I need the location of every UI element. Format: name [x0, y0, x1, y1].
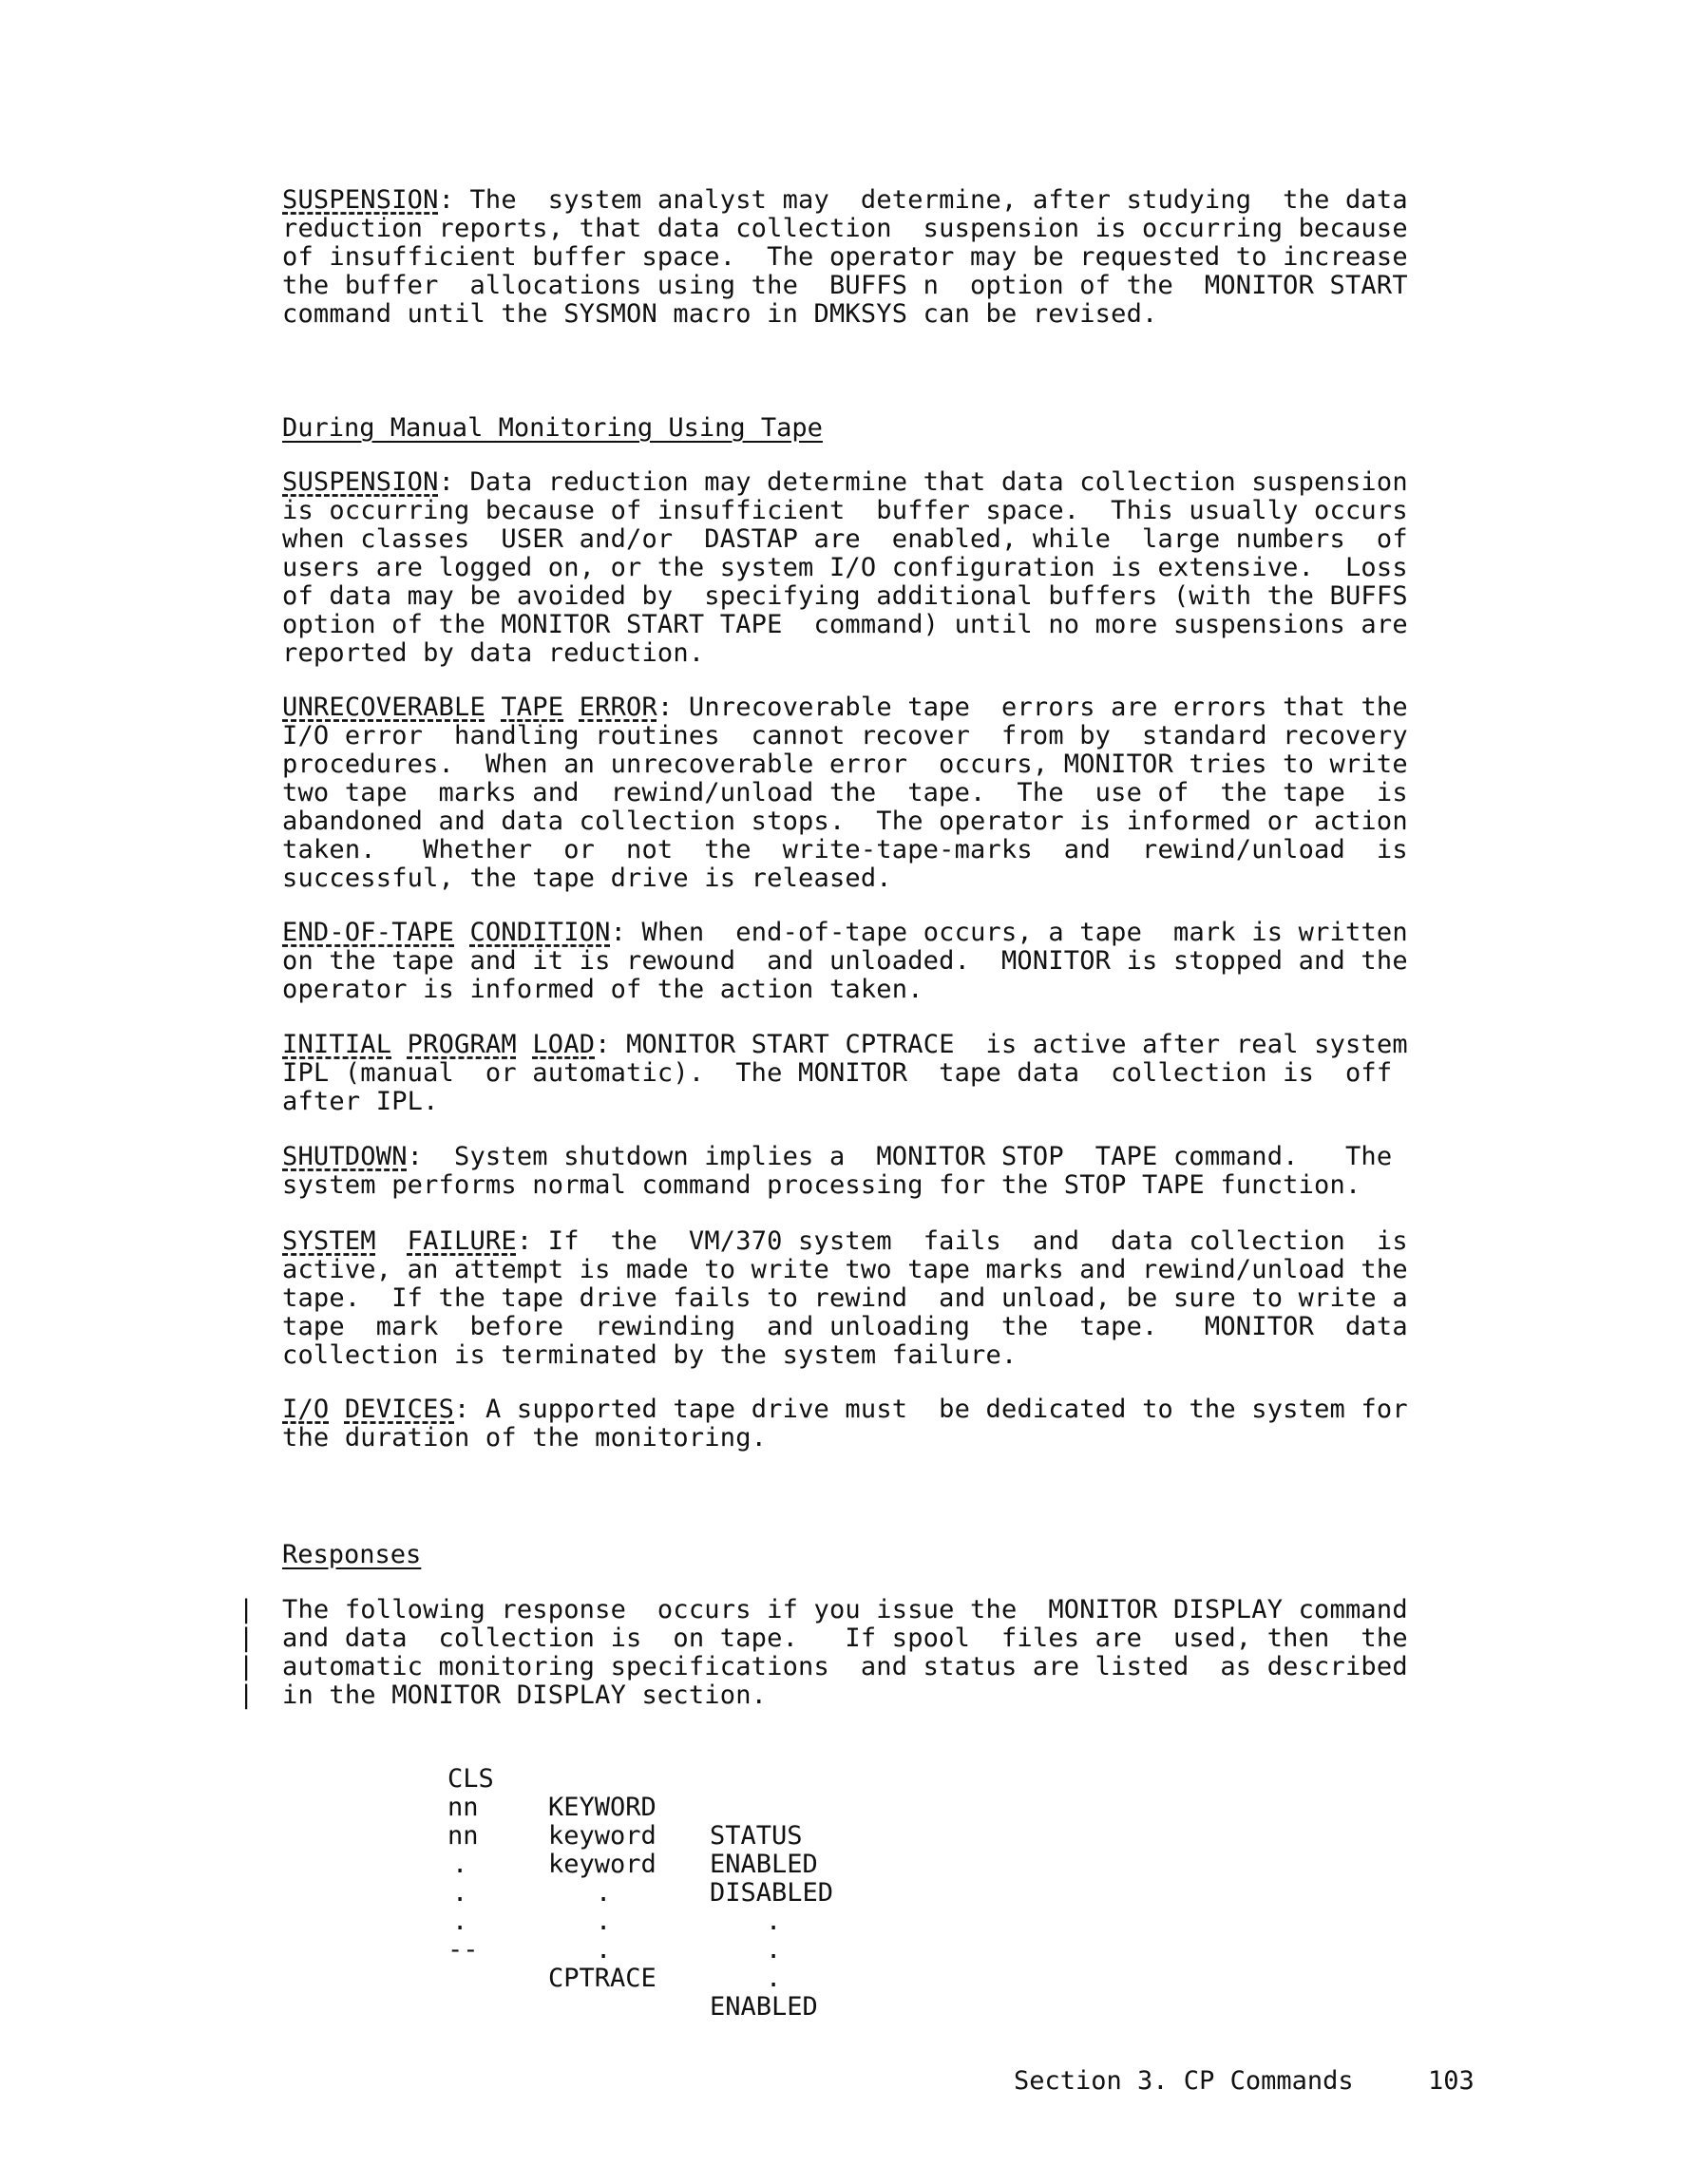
text-line: : The system analyst may determine, after studying the data — [438, 185, 1408, 215]
text-line: of data may be avoided by specifying additional buffers (with the BUFFS — [282, 581, 1408, 611]
text-line: option of the MONITOR START TAPE command) until no more suspensions are — [282, 610, 1408, 639]
text-line: on the tape and it is rewound and unloaded. MONITOR is stopped and the — [282, 946, 1408, 976]
heading-text: During Manual Monitoring Using Tape — [282, 413, 823, 443]
text-line: : Data reduction may determine that data collection suspension — [438, 467, 1408, 497]
text-line: in the MONITOR DISPLAY section. — [282, 1681, 768, 1710]
text-line: the duration of the monitoring. — [282, 1423, 768, 1453]
text-line: : System shutdown implies a MONITOR STOP TAPE command. The — [407, 1142, 1393, 1171]
unrecoverable-tape-error-paragraph — [282, 693, 1517, 893]
text-line: when classes USER and/or DASTAP are enabled, while large numbers of — [282, 524, 1408, 554]
text-line: command until the SYSMON macro in DMKSYS can be revised. — [282, 299, 1158, 329]
text-line: is occurring because of insufficient buffer space. This usually occurs — [282, 496, 1408, 525]
table-header-cell: KEYWORD — [548, 1793, 657, 1822]
text-line: automatic monitoring specifications and status are listed as described — [282, 1652, 1408, 1681]
table-cell: nn — [447, 1793, 479, 1822]
ellipsis-dot: . — [766, 1935, 782, 1965]
text-line: I/O error handling routines cannot recover from by standard recovery — [282, 721, 1408, 750]
table-cell: keyword — [548, 1850, 657, 1879]
term-label: I/O — [282, 1395, 330, 1424]
responses-paragraph — [282, 1596, 1517, 1710]
term-label: SYSTEM — [282, 1226, 376, 1256]
table-cell: keyword — [548, 1821, 657, 1851]
text-line: reduction reports, that data collection suspension is occurring because — [282, 214, 1408, 243]
text-line: system performs normal command processing for the STOP TAPE function. — [282, 1170, 1361, 1200]
table-row — [447, 1908, 818, 2022]
text-line: : MONITOR START CPTRACE is active after real system — [595, 1030, 1408, 1059]
text-line: and data collection is on tape. If spool files are used, then the — [282, 1624, 1408, 1653]
shutdown-paragraph — [282, 1143, 1517, 1200]
text-line: two tape marks and rewind/unload the tape. The use of the tape is — [282, 778, 1408, 807]
table-cell: ENABLED — [710, 1850, 818, 1879]
section-heading-responses — [282, 1541, 1517, 1569]
heading-text: Responses — [282, 1540, 422, 1569]
table-cell: ENABLED — [710, 1992, 818, 2022]
page-number: 103 — [1428, 2066, 1475, 2096]
term-label: FAILURE — [407, 1226, 517, 1256]
text-line: active, an attempt is made to write two tape marks and rewind/unload the — [282, 1255, 1408, 1284]
text-line: The following response occurs if you issue the MONITOR DISPLAY command — [282, 1595, 1408, 1624]
term-label: DEVICES — [344, 1395, 455, 1424]
ellipsis-dot: . — [596, 1935, 612, 1965]
ellipsis-dot: . — [452, 1850, 468, 1879]
term-label: END-OF-TAPE — [282, 918, 455, 947]
text-line: successful, the tape drive is released. — [282, 864, 892, 893]
change-bar: | — [238, 1624, 255, 1653]
text-line: : If the VM/370 system fails and data collection is — [516, 1226, 1408, 1256]
term-label: TAPE — [501, 693, 564, 722]
text-line: users are logged on, or the system I/O configuration is extensive. Loss — [282, 553, 1408, 582]
term-label: INITIAL — [282, 1030, 392, 1059]
suspension-label: SUSPENSION — [282, 467, 439, 497]
term-label: LOAD — [532, 1030, 596, 1059]
text-line: collection is terminated by the system failure. — [282, 1340, 1018, 1370]
suspension-paragraph-2 — [282, 468, 1517, 668]
ellipsis-dot: . — [452, 1878, 468, 1908]
text-line: of insufficient buffer space. The operator may be requested to increase — [282, 242, 1408, 272]
table-header-cell: STATUS — [710, 1821, 803, 1851]
term-label: PROGRAM — [407, 1030, 517, 1059]
table-cell: CPTRACE — [548, 1964, 657, 1993]
initial-program-load-paragraph — [282, 1031, 1517, 1116]
end-of-tape-paragraph — [282, 919, 1517, 1004]
text-line: tape. If the tape drive fails to rewind and unload, be sure to write a — [282, 1283, 1408, 1313]
ellipsis-dot: . — [452, 1907, 468, 1936]
text-line: taken. Whether or not the write-tape-marks and rewind/unload is — [282, 835, 1408, 864]
io-devices-paragraph — [282, 1396, 1517, 1453]
term-label: ERROR — [579, 693, 657, 722]
text-line: : A supported tape drive must be dedicated to the system for — [454, 1395, 1408, 1424]
term-label: CONDITION — [469, 918, 611, 947]
text-line: : Unrecoverable tape errors are errors that the — [657, 693, 1408, 722]
text-line: after IPL. — [282, 1087, 439, 1116]
table-cell: nn — [447, 1821, 479, 1851]
ellipsis-dot: . — [766, 1964, 782, 1993]
suspension-paragraph-1 — [282, 186, 1517, 329]
section-heading-tape — [282, 414, 1517, 443]
change-bar: | — [238, 1652, 255, 1681]
term-label: UNRECOVERABLE — [282, 693, 485, 722]
response-table — [447, 1737, 834, 2022]
system-failure-paragraph — [282, 1227, 1517, 1370]
footer-section-title: Section 3. CP Commands — [1014, 2066, 1354, 2096]
table-cell: -- — [447, 1935, 479, 1965]
change-bar: | — [238, 1595, 255, 1624]
change-bar: | — [238, 1681, 255, 1710]
text-line: tape mark before rewinding and unloading the tape. MONITOR data — [282, 1312, 1408, 1341]
table-cell: DISABLED — [710, 1878, 834, 1908]
text-line: operator is informed of the action taken. — [282, 975, 923, 1004]
text-line: : When end-of-tape occurs, a tape mark is written — [610, 918, 1408, 947]
suspension-label: SUSPENSION — [282, 185, 439, 215]
table-header-cell: CLS — [447, 1764, 494, 1794]
text-line: IPL (manual or automatic). The MONITOR tape data collection is off — [282, 1058, 1393, 1088]
text-line: procedures. When an unrecoverable error occurs, MONITOR tries to write — [282, 750, 1408, 779]
ellipsis-dot: . — [596, 1878, 612, 1908]
text-line: the buffer allocations using the BUFFS n option of the MONITOR START — [282, 271, 1408, 300]
ellipsis-dot: . — [766, 1907, 782, 1936]
text-line: abandoned and data collection stops. The operator is informed or action — [282, 807, 1408, 836]
text-line: reported by data reduction. — [282, 638, 705, 668]
term-label: SHUTDOWN — [282, 1142, 408, 1171]
ellipsis-dot: . — [596, 1907, 612, 1936]
